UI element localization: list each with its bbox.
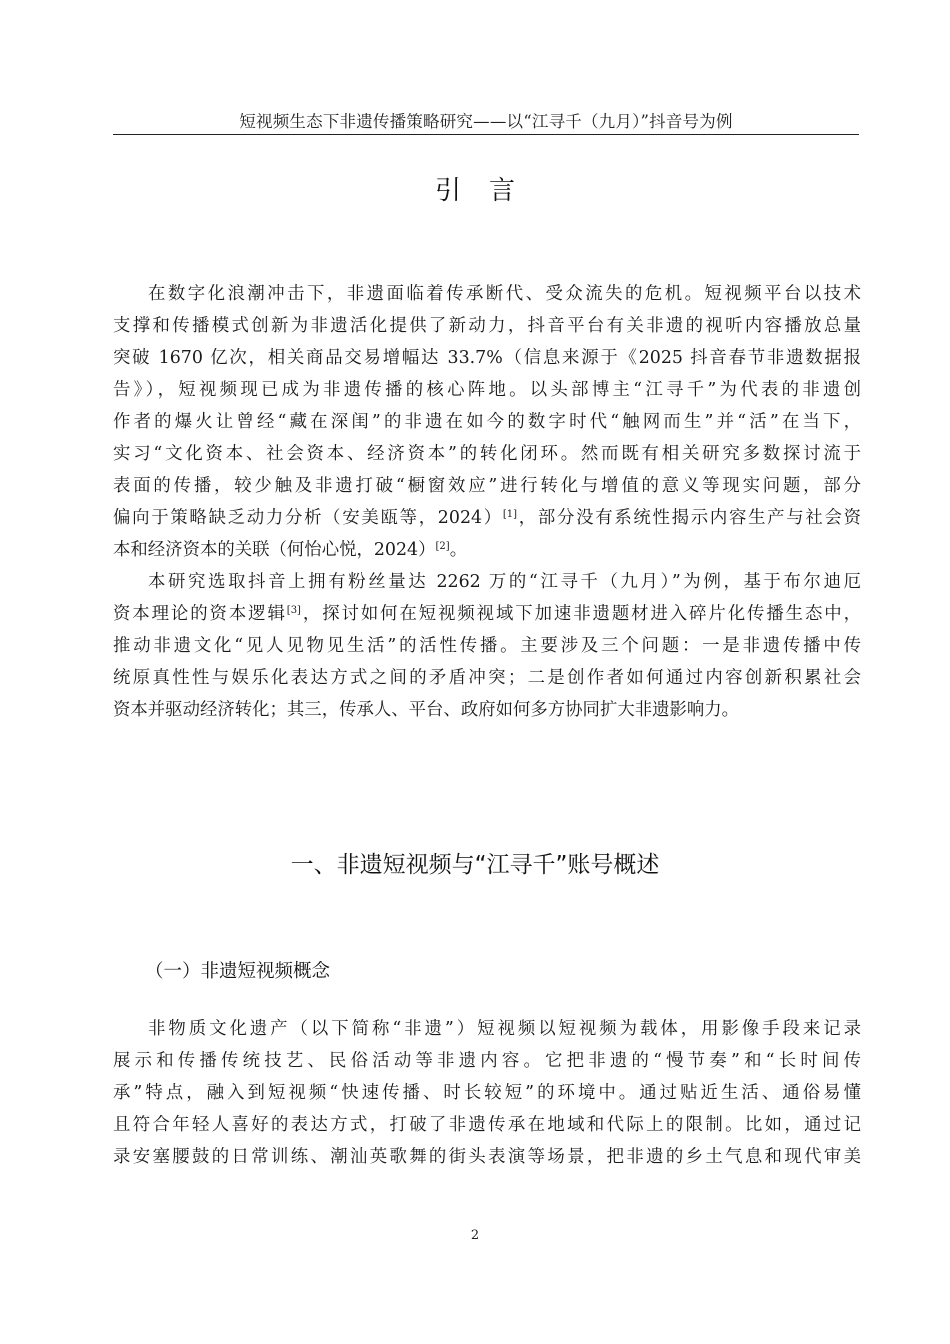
text-line-with-citation (113, 598, 861, 630)
running-title: 短视频生态下非遗传播策略研究——以“江寻千（九月）”抖音号为例 (239, 112, 733, 131)
text-line: 突破 1670 亿次，相关商品交易增幅达 33.7%（信息来源于《2025 抖音春节非遗数据报 (113, 348, 861, 368)
line-tail: 。 (449, 540, 468, 560)
text-line: 统原真性性与娱乐化表达方式之间的矛盾冲突；二是创作者如何通过内容创新积累社会 (113, 668, 861, 688)
text-line: 作者的爆火让曾经“藏在深闺”的非遗在如今的数字时代“触网而生”并“活”在当下， (113, 412, 861, 432)
text-line: 承”特点，融入到短视频“快速传播、时长较短”的环境中。通过贴近生活、通俗易懂 (113, 1083, 861, 1103)
text-line-with-citation (113, 502, 861, 534)
line-text: 本和经济资本的关联（何怡心悦，2024） (113, 540, 436, 560)
subsection-heading: （一）非遗短视频概念 (145, 961, 331, 982)
text-line: 实习“文化资本、社会资本、经济资本”的转化闭环。然而既有相关研究多数探讨流于 (113, 444, 861, 464)
intro-paragraph-2 (113, 566, 861, 726)
intro-title: 引言 (434, 176, 543, 206)
citation-2[interactable]: [2] (435, 541, 450, 552)
line-text: 资本理论的资本逻辑 (113, 604, 287, 624)
citation-1[interactable]: [1] (502, 509, 518, 520)
citation-3[interactable]: [3] (286, 605, 301, 616)
text-line-with-citation (113, 534, 861, 566)
text-line: 在数字化浪潮冲击下，非遗面临着传承断代、受众流失的危机。短视频平台以技术 (148, 284, 861, 304)
line-tail: ，部分没有系统性揭示内容生产与社会资 (517, 508, 861, 528)
line-text: 偏向于策略缺乏动力分析（安美瓯等，2024） (113, 508, 503, 528)
running-header (113, 112, 859, 135)
text-line: 告》），短视频现已成为非遗传播的核心阵地。以头部博主“江寻千”为代表的非遗创 (113, 380, 861, 400)
page-number: 2 (470, 1228, 480, 1243)
line-tail: ，探讨如何在短视频视域下加速非遗题材进入碎片化传播生态中， (300, 604, 861, 624)
text-line: 支撑和传播模式创新为非遗活化提供了新动力，抖音平台有关非遗的视听内容播放总量 (113, 316, 861, 336)
text-line: 且符合年轻人喜好的表达方式，打破了非遗传承在地域和代际上的限制。比如，通过记 (113, 1115, 861, 1135)
text-line: 推动非遗文化“见人见物见生活”的活性传播。主要涉及三个问题：一是非遗传播中传 (113, 636, 861, 656)
text-line: 资本并驱动经济转化；其三，传承人、平台、政府如何多方协同扩大非遗影响力。 (113, 700, 740, 720)
section-paragraph (113, 1013, 861, 1173)
text-line: 录安塞腰鼓的日常训练、潮汕英歌舞的街头表演等场景，把非遗的乡土气息和现代审美 (113, 1147, 861, 1167)
text-line: 展示和传播传统技艺、民俗活动等非遗内容。它把非遗的“慢节奏”和“长时间传 (113, 1051, 861, 1071)
text-line: 表面的传播，较少触及非遗打破“橱窗效应”进行转化与增值的意义等现实问题，部分 (113, 476, 861, 496)
text-line: 本研究选取抖音上拥有粉丝量达 2262 万的“江寻千（九月）”为例，基于布尔迪厄 (148, 572, 861, 592)
text-line: 非物质文化遗产（以下简称“非遗”）短视频以短视频为载体，用影像手段来记录 (148, 1019, 861, 1039)
section-heading: 一、非遗短视频与“江寻千”账号概述 (290, 852, 660, 878)
intro-paragraph-1 (113, 278, 861, 566)
